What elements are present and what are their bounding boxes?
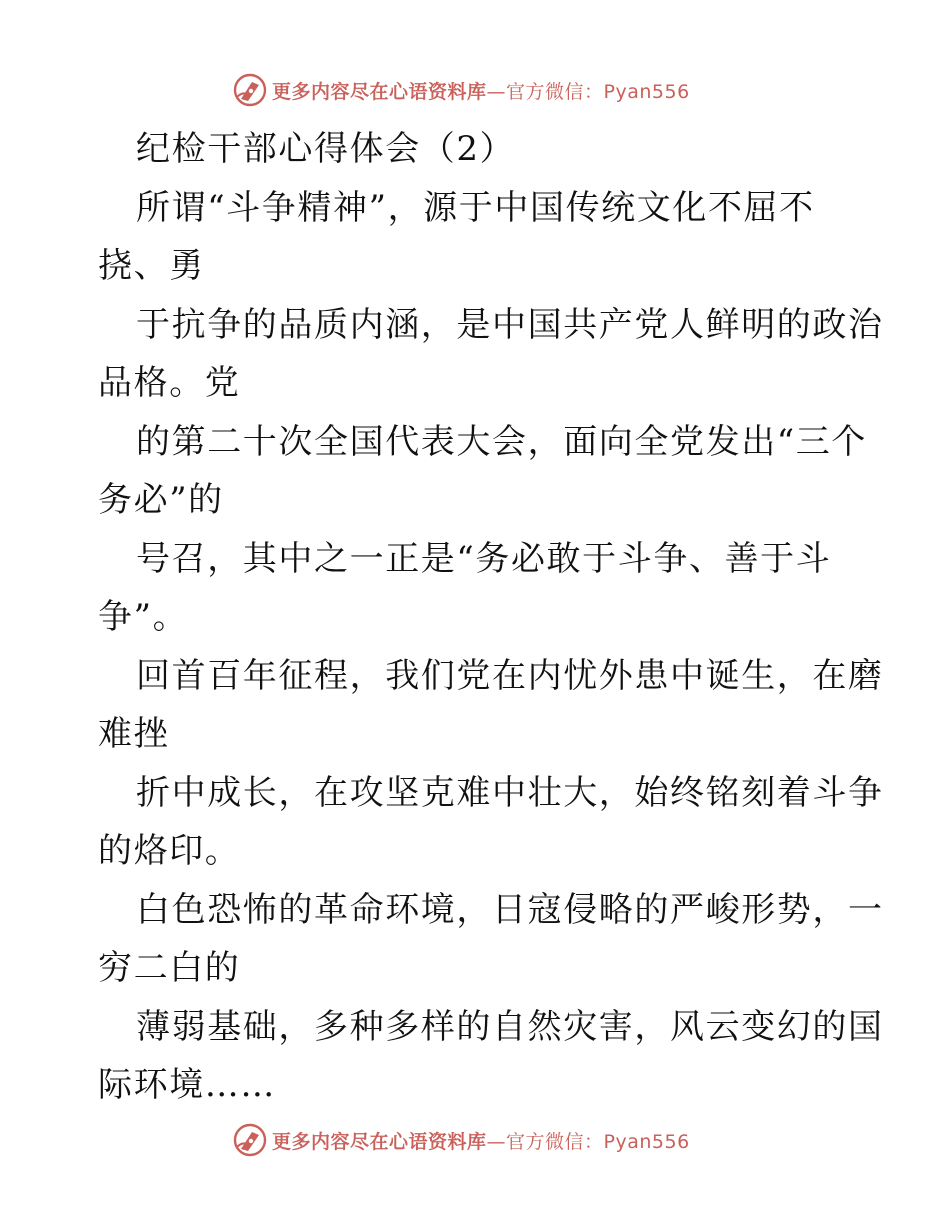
text-line: 务必”的 [98, 480, 224, 520]
document-title: 纪检干部心得体会（2） [136, 129, 516, 169]
text-line: 的第二十次全国代表大会，面向全党发出“三个 [136, 421, 867, 462]
banner-separator: — [486, 80, 507, 103]
text-line: 号召，其中之一正是“务必敢于斗争、善于斗 [136, 538, 832, 579]
text-line: 难挫 [98, 714, 170, 754]
banner-separator: — [486, 1130, 507, 1153]
pen-nib-circle-icon [232, 1122, 268, 1158]
banner-contact-text: 官方微信：Pyan556 [506, 1130, 690, 1153]
text-line: 薄弱基础，多种多样的自然灾害，风云变幻的国 [136, 1006, 884, 1047]
text-line: 白色恐怖的革命环境，日寇侵略的严峻形势，一 [136, 889, 884, 930]
text-line: 挠、勇 [98, 246, 205, 286]
document-body [98, 120, 884, 1115]
text-line: 的烙印。 [98, 831, 241, 871]
text-line: 于抗争的品质内涵，是中国共产党人鲜明的政治 [136, 304, 884, 345]
footer-banner [232, 1120, 732, 1160]
text-line: 际环境…… [98, 1065, 276, 1105]
text-line: 品格。党 [98, 363, 241, 403]
text-line: 所谓“斗争精神”，源于中国传统文化不屈不 [136, 187, 815, 228]
header-banner [232, 70, 732, 110]
banner-brand-text: 更多内容尽在心语资料库 [272, 1130, 487, 1153]
text-line: 穷二白的 [98, 948, 241, 988]
text-line: 折中成长，在攻坚克难中壮大，始终铭刻着斗争 [136, 772, 884, 813]
banner-contact-text: 官方微信：Pyan556 [506, 80, 690, 103]
pen-nib-circle-icon [232, 72, 268, 108]
text-line: 回首百年征程，我们党在内忧外患中诞生，在磨 [136, 655, 884, 696]
banner-brand-text: 更多内容尽在心语资料库 [272, 80, 487, 103]
text-line: 争”。 [98, 597, 189, 637]
